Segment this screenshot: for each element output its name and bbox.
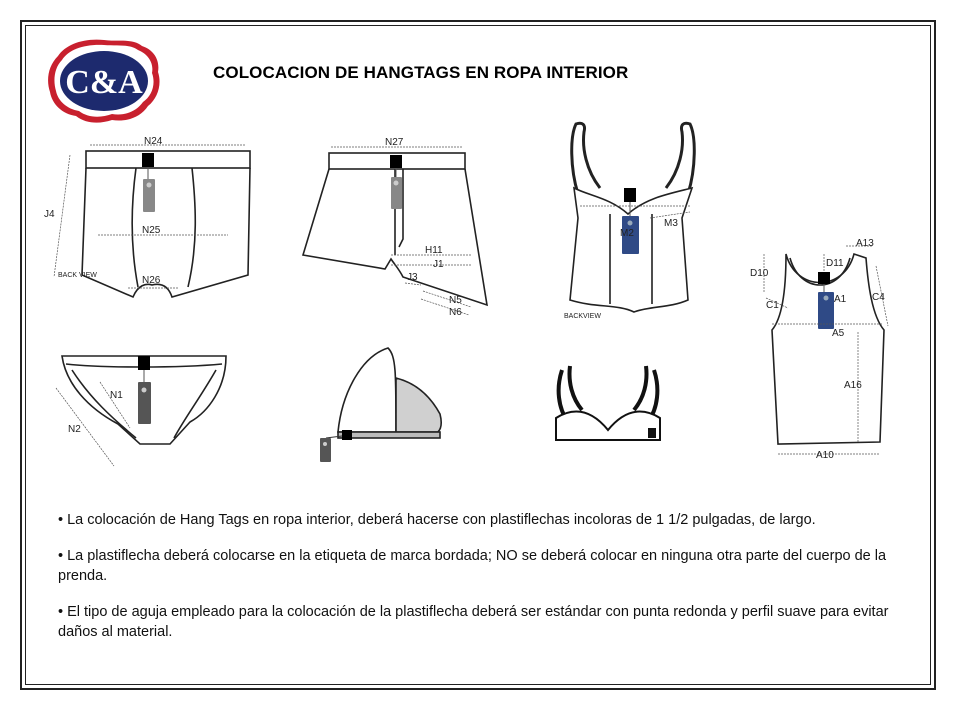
label-m3: M3 (664, 218, 678, 229)
label-n27: N27 (385, 137, 404, 148)
label-m2: M2 (620, 228, 634, 239)
figure-tank (742, 232, 902, 464)
bullet-dot: • (58, 512, 64, 528)
bullet-dot: • (58, 604, 64, 620)
label-n24: N24 (144, 136, 163, 147)
figure-cup (312, 342, 452, 467)
instructions (58, 510, 898, 658)
figure-brief (40, 348, 240, 480)
bullet-2 (58, 546, 898, 586)
label-n6: N6 (449, 307, 462, 318)
label-c1: C1 (766, 300, 779, 311)
label-n5: N5 (449, 295, 462, 306)
figure-camisole (560, 118, 710, 328)
bullet-text-3: El tipo de aguja empleado para la colocación de la plastiflecha deberá ser estándar con punta redonda y perfil suave para evitar daños al material. (58, 604, 889, 640)
label-a5: A5 (832, 328, 845, 339)
logo-text: C&A (65, 64, 143, 101)
bullet-1 (58, 510, 898, 530)
label-j3: J3 (407, 272, 418, 283)
bullet-3 (58, 602, 898, 642)
bullet-text-1: La colocación de Hang Tags en ropa interior, deberá hacerse con plastiflechas incoloras de 1 1/2 pulgadas, de largo. (67, 512, 816, 528)
label-d10: D10 (750, 268, 769, 279)
label-a16: A16 (844, 380, 862, 391)
ca-logo (44, 36, 164, 126)
label-back-view: BACK VIEW (58, 272, 97, 279)
label-n25: N25 (142, 225, 161, 236)
label-n26: N26 (142, 275, 161, 286)
label-a1: A1 (834, 294, 847, 305)
page-title: COLOCACION DE HANGTAGS EN ROPA INTERIOR (213, 63, 629, 82)
figure-bra (548, 358, 668, 450)
label-a13: A13 (856, 238, 874, 249)
label-a10: A10 (816, 450, 834, 461)
label-c4: C4 (872, 292, 885, 303)
figure-boxer-back (38, 135, 263, 315)
figure-boxer-front (295, 135, 495, 325)
label-j1: J1 (433, 259, 444, 270)
label-h11: H11 (425, 245, 443, 256)
bullet-text-2: La plastiflecha deberá colocarse en la etiqueta de marca bordada; NO se deberá colocar en ninguna otra parte del cuerpo de la prenda. (58, 548, 887, 584)
label-backview: BACKVIEW (564, 313, 601, 320)
label-j4: J4 (44, 209, 55, 220)
label-n1: N1 (110, 390, 123, 401)
bullet-dot: • (58, 548, 64, 564)
label-d11: D11 (826, 258, 844, 269)
label-n2: N2 (68, 424, 81, 435)
